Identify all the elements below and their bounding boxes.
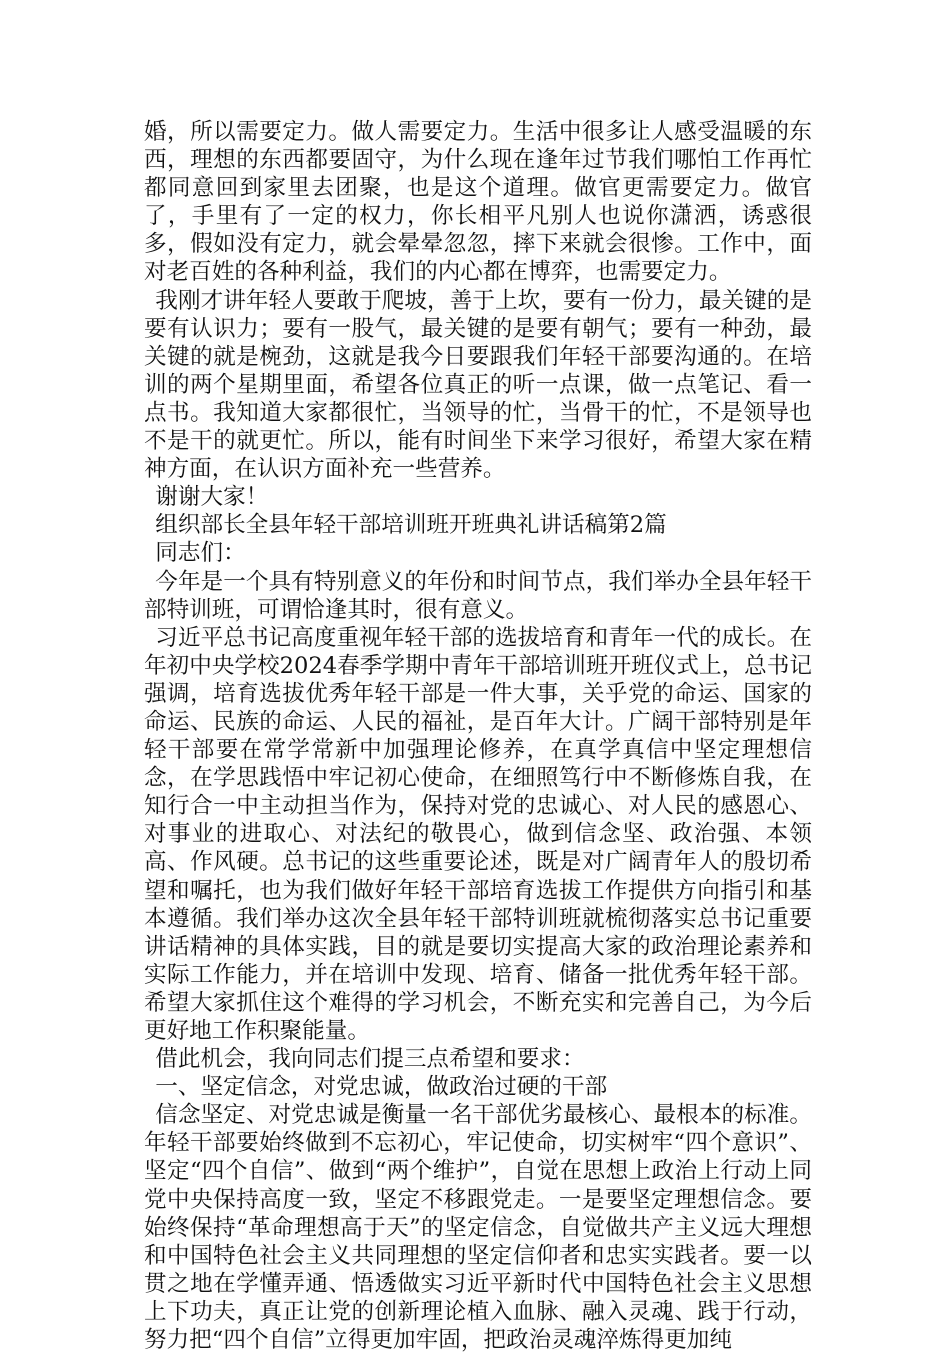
document-page	[144, 118, 812, 1354]
paragraph: 组织部长全县年轻干部培训班开班典礼讲话稿第2篇	[155, 512, 667, 539]
paragraph: 婚，所以需要定力。做人需要定力。生活中很多让人感受温暖的东西，理想的东西都要固守，为什么现在逢年过节我们哪怕工作再忙都同意回到家里去团聚，也是这个道理。做官更需要定力。做官了，手里有了一定的权力，你长相平凡别人也说你潇洒，诱惑很多，假如没有定力，就会晕晕忽忽，摔下来就会很惨。工作中，面对老百姓的各种利益，我们的内心都在博弈，也需要定力。	[144, 119, 812, 286]
paragraph: 一、坚定信念，对党忠诚，做政治过硬的干部	[155, 1074, 608, 1101]
paragraph: 今年是一个具有特别意义的年份和时间节点，我们举办全县年轻干部特训班，可谓恰逢其时，很有意义。	[144, 568, 812, 623]
paragraph: 借此机会，我向同志们提三点希望和要求：	[155, 1046, 585, 1073]
paragraph: 谢谢大家！	[155, 484, 269, 511]
paragraph: 信念坚定、对党忠诚是衡量一名干部优劣最核心、最根本的标准。年轻干部要始终做到不忘初心，牢记使命，切实树牢“四个意识”、坚定“四个自信”、做到“两个维护”，自觉在思想上政治上行动上同党中央保持高度一致，坚定不移跟党走。一是要坚定理想信念。要始终保持“革命理想高于天”的坚定信念，自觉做共产主义远大理想和中国特色社会主义共同理想的坚定信仰者和忠实实践者。要一以贯之地在学懂弄通、悟透做实习近平新时代中国特色社会主义思想上下功夫，真正让党的创新理论植入血脉、融入灵魂、践于行动，努力把“四个自信”立得更加牢固，把政治灵魂淬炼得更加纯	[144, 1102, 812, 1354]
paragraph: 同志们：	[155, 540, 246, 567]
paragraph: 习近平总书记高度重视年轻干部的选拔培育和青年一代的成长。在年初中央学校2024春季学期中青年干部培训班开班仪式上，总书记强调，培育选拔优秀年轻干部是一件大事，关乎党的命运、国家的命运、民族的命运、人民的福祉，是百年大计。广阔干部特别是年轻干部要在常学常新中加强理论修养，在真学真信中坚定理想信念，在学思践悟中牢记初心使命，在细照笃行中不断修炼自我，在知行合一中主动担当作为，保持对党的忠诚心、对人民的感恩心、对事业的进取心、对法纪的敬畏心，做到信念坚、政治强、本领高、作风硬。总书记的这些重要论述，既是对广阔青年人的殷切希望和嘱托，也为我们做好年轻干部培育选拔工作提供方向指引和基本遵循。我们举办这次全县年轻干部特训班就梳彻落实总书记重要讲话精神的具体实践，目的就是要切实提高大家的政治理论素养和实际工作能力，并在培训中发现、培育、储备一批优秀年轻干部。希望大家抓住这个难得的学习机会，不断充实和完善自己，为今后更好地工作积聚能量。	[144, 624, 812, 1044]
paragraph: 我刚才讲年轻人要敢于爬坡，善于上坎，要有一份力，最关键的是要有认识力；要有一股气，最关键的是要有朝气；要有一种劲，最关键的就是椀劲，这就是我今日要跟我们年轻干部要沟通的。在培训的两个星期里面，希望各位真正的听一点课，做一点笔记、看一点书。我知道大家都很忙，当领导的忙，当骨干的忙，不是领导也不是干的就更忙。所以，能有时间坐下来学习很好，希望大家在精神方面，在认识方面补充一些营养。	[144, 287, 812, 483]
